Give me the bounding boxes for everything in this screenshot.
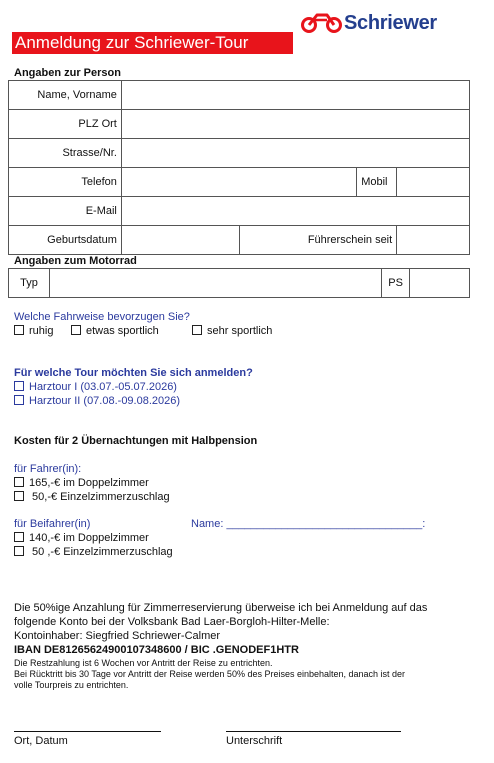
fahrer-option-einzelzimmer[interactable] [14,491,170,503]
payment-line-1: Die 50%ige Anzahlung für Zimmerreservierung überweise ich bei Anmeldung auf das [14,602,428,614]
fahrer-option-label: 50,-€ Einzelzimmerzuschlag [29,491,170,503]
ps-label: PS [382,269,410,298]
motorrad-heading: Angaben zum Motorrad [14,255,137,267]
email-field[interactable] [121,197,469,226]
tour-option-label: Harztour II (07.08.-09.08.2026) [29,395,181,407]
mobile-label: Mobil [357,168,397,197]
name-field[interactable] [121,81,469,110]
place-date-label: Ort, Datum [14,735,68,747]
title-banner [12,32,293,54]
checkbox-icon[interactable] [14,477,24,487]
payment-note-1: Die Restzahlung ist 6 Wochen vor Antritt der Reise zu entrichten. [14,658,273,668]
license-field[interactable] [397,226,470,255]
person-heading: Angaben zur Person [14,67,121,79]
beifahrer-option-label: 50 ,-€ Einzelzimmerzuschlag [29,546,173,558]
street-field[interactable] [121,139,469,168]
birth-label: Geburtsdatum [9,226,122,255]
phone-field[interactable] [121,168,356,197]
beifahrer-name-field[interactable]: Name: ________________________________: [191,518,426,530]
phone-label: Telefon [9,168,122,197]
plz-label: PLZ Ort [9,110,122,139]
payment-note-3: volle Tourpreis zu entrichten. [14,680,129,690]
page-title: Anmeldung zur Schriewer-Tour [15,33,249,52]
beifahrer-option-einzelzimmer[interactable] [14,546,173,558]
checkbox-icon[interactable] [14,546,24,556]
fahrweise-option-label: etwas sportlich [86,325,159,337]
place-date-line[interactable] [14,731,161,732]
ps-field[interactable] [410,269,470,298]
fahrer-option-doppelzimmer[interactable] [14,477,149,489]
fahrweise-option-sehr-sportlich[interactable] [192,325,272,337]
name-label: Name, Vorname [9,81,122,110]
checkbox-icon[interactable] [192,325,202,335]
fahrer-option-label: 165,-€ im Doppelzimmer [29,477,149,489]
checkbox-icon[interactable] [14,325,24,335]
fahrer-label: für Fahrer(in): [14,463,82,475]
payment-note-2: Bei Rücktritt bis 30 Tage vor Antritt der Reise werden 50% des Preises einbehalten, danach ist der [14,669,406,679]
motorrad-table [8,268,470,298]
motorcycle-logo-icon [300,10,344,34]
beifahrer-option-doppelzimmer[interactable] [14,532,149,544]
email-label: E-Mail [9,197,122,226]
logo-wordmark: Schriewer [344,12,437,34]
fahrweise-option-label: sehr sportlich [207,325,273,337]
plz-field[interactable] [121,110,469,139]
checkbox-icon[interactable] [14,381,24,391]
fahrweise-option-etwas-sportlich[interactable] [71,325,159,337]
signature-label: Unterschrift [226,735,283,747]
beifahrer-label: für Beifahrer(in) [14,518,91,530]
tour-option-label: Harztour I (03.07.-05.07.2026) [29,381,177,393]
signature-line[interactable] [226,731,401,732]
type-label: Typ [9,269,50,298]
type-field[interactable] [49,269,381,298]
checkbox-icon[interactable] [71,325,81,335]
mobile-field[interactable] [397,168,470,197]
kosten-heading: Kosten für 2 Übernachtungen mit Halbpension [14,435,258,447]
tour-option-1[interactable] [14,381,177,393]
checkbox-icon[interactable] [14,395,24,405]
person-table [8,80,470,255]
tour-option-2[interactable] [14,395,180,407]
street-label: Strasse/Nr. [9,139,122,168]
fahrweise-option-ruhig[interactable] [14,325,53,337]
checkbox-icon[interactable] [14,532,24,542]
fahrweise-option-label: ruhig [29,325,54,337]
birth-field[interactable] [121,226,239,255]
tour-question: Für welche Tour möchten Sie sich anmelden? [14,367,253,379]
license-label: Führerschein seit [239,226,397,255]
schriewer-logo [300,10,450,38]
beifahrer-option-label: 140,-€ im Doppelzimmer [29,532,149,544]
checkbox-icon[interactable] [14,491,24,501]
payment-line-3: Kontoinhaber: Siegfried Schriewer-Calmer [14,630,221,642]
payment-line-2: folgende Konto bei der Volksbank Bad Laer-Borgloh-Hilter-Melle: [14,616,330,628]
fahrweise-question: Welche Fahrweise bevorzugen Sie? [14,311,190,323]
iban-line: IBAN DE81265624900107348600 / BIC .GENODEF1HTR [14,644,299,656]
